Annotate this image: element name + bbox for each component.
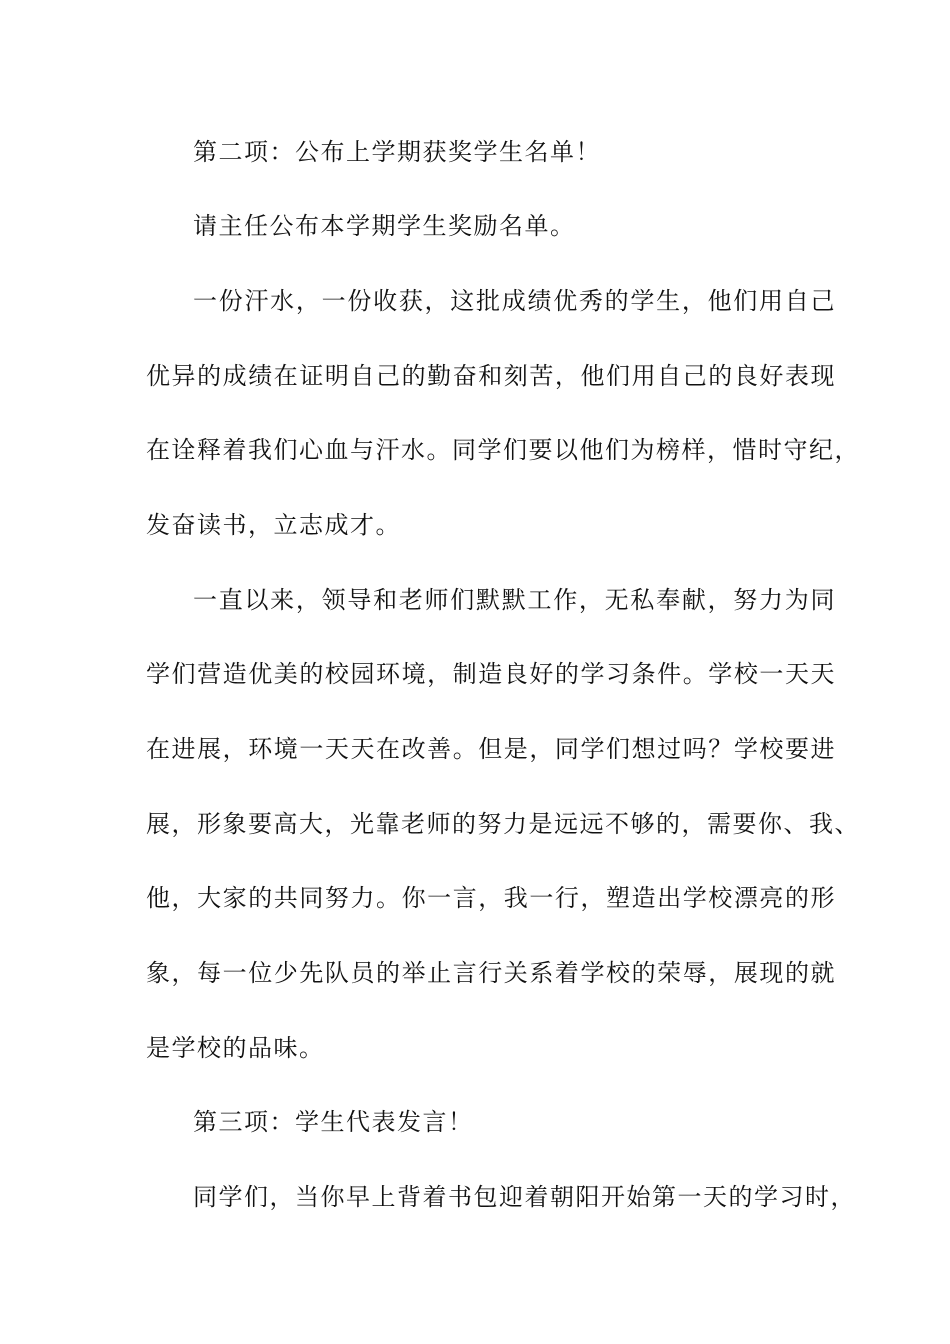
paragraph-line: 展，形象要高大，光靠老师的努力是远远不够的，需要你、我、 [146, 810, 860, 838]
section-heading-awards: 第二项：公布上学期获奖学生名单！ [193, 138, 601, 166]
paragraph-line: 是学校的品味。 [146, 1034, 325, 1062]
paragraph-line: 请主任公布本学期学生奖励名单。 [193, 212, 576, 240]
paragraph-line: 他，大家的共同努力。你一言，我一行，塑造出学校漂亮的形 [146, 884, 836, 912]
paragraph-line: 同学们，当你早上背着书包迎着朝阳开始第一天的学习时， [193, 1183, 856, 1211]
paragraph-line: 在诠释着我们心血与汗水。同学们要以他们为榜样，惜时守纪， [146, 436, 860, 464]
paragraph-line: 学们营造优美的校园环境，制造良好的学习条件。学校一天天 [146, 660, 836, 688]
paragraph-line: 在进展，环境一天天在改善。但是，同学们想过吗？学校要进 [146, 735, 836, 763]
paragraph-line: 一直以来，领导和老师们默默工作，无私奉献，努力为同 [193, 586, 836, 614]
paragraph-line: 一份汗水，一份收获，这批成绩优秀的学生，他们用自己 [193, 287, 836, 315]
paragraph-line: 优异的成绩在证明自己的勤奋和刻苦，他们用自己的良好表现 [146, 362, 836, 390]
paragraph-line: 象，每一位少先队员的举止言行关系着学校的荣辱，展现的就 [146, 959, 836, 987]
paragraph-line: 发奋读书，立志成才。 [146, 511, 401, 539]
section-heading-student-speech: 第三项：学生代表发言！ [193, 1108, 474, 1136]
